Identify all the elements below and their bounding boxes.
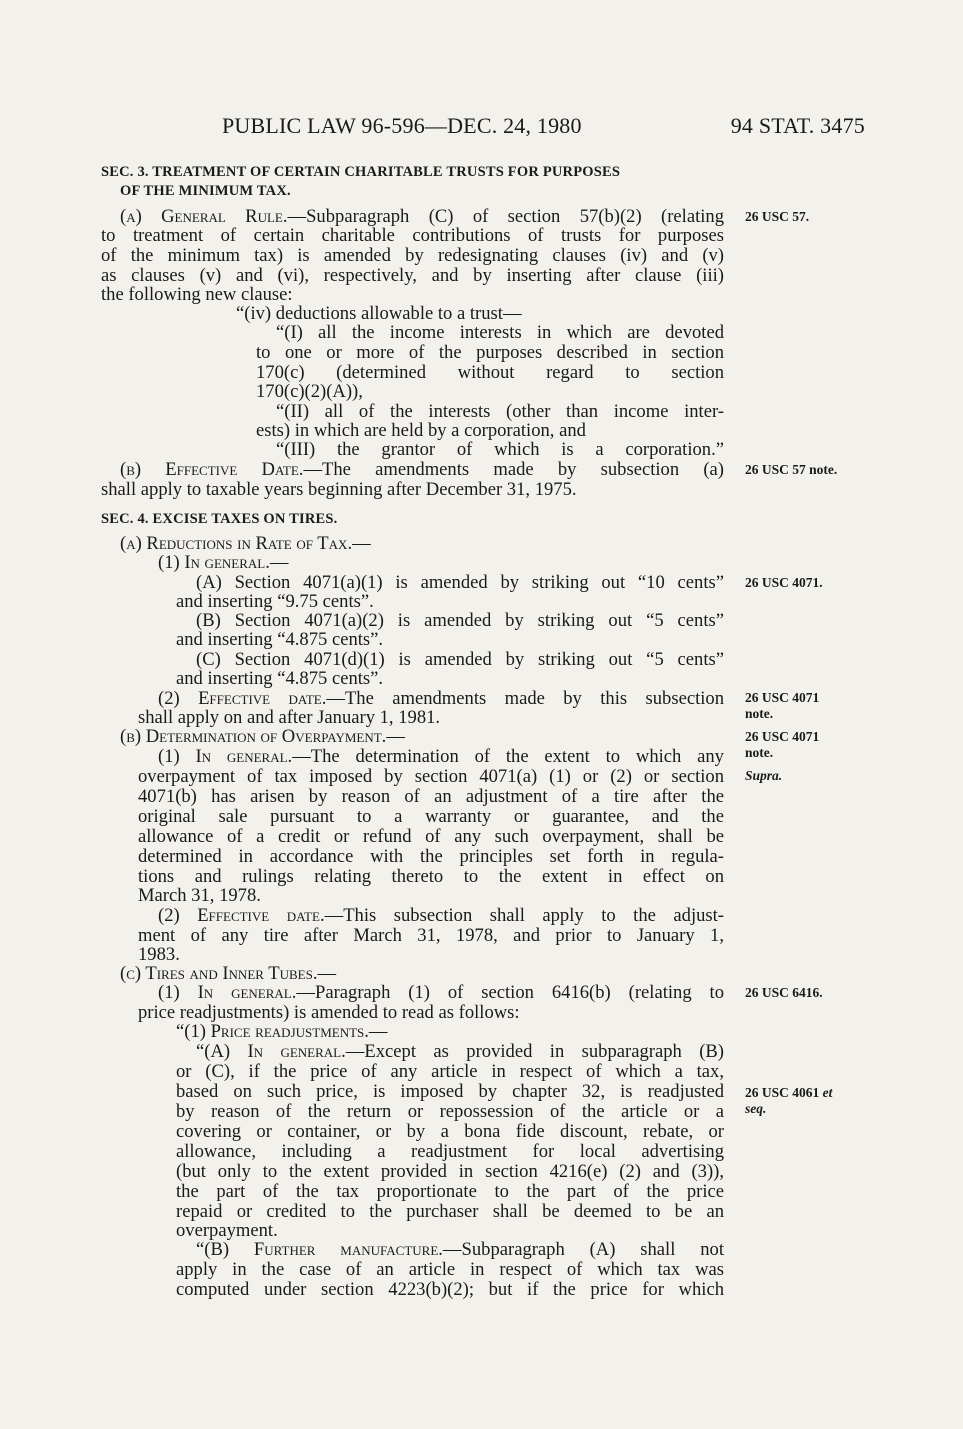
sec4-b-heading [120,727,405,747]
sec4-B-line1: (B) Section 4071(a)(2) is amended by striking out “5 cents” [196,610,724,631]
sec4-b-dash: — [386,726,405,747]
margin-note-text: 26 USC 4061 [745,1085,823,1100]
sec4-a2-text: —The amendments made by this subsection [326,688,724,709]
sec4-a-dash: — [352,533,371,554]
sec4-c1-label: (1) In general. [158,982,297,1003]
sub-B-line2: apply in the case of an article in respect of which tax was [176,1259,724,1280]
sec4-c1-line2: price readjustments) is amended to read as follows: [138,1002,520,1023]
sub-A-line2: or (C), if the price of any article in respect of which a tax, [176,1061,724,1082]
sub-A-line6: allowance, including a readjustment for local advertising [176,1141,724,1162]
margin-note: 26 USC 4071 [745,690,820,705]
running-header-left: PUBLIC LAW 96-596—DEC. 24, 1980 [222,113,582,138]
sec4-b1-line8: March 31, 1978. [138,885,261,906]
sec4-a1-label: (1) In general. [158,552,270,573]
sec4-c1-text: —Paragraph (1) of section 6416(b) (relating to [296,982,724,1003]
sec3-b-line2: shall apply to taxable years beginning after December 31, 1975. [101,479,577,500]
sec4-b1-line4: original sale pursuant to a warranty or guarantee, and the [138,806,724,827]
sec4-a2-line1 [158,689,724,709]
sec4-c-label: (c) Tires and Inner Tubes. [120,963,318,984]
sec3-b-label: (b) Effective Date. [120,459,304,480]
price-readjustments-label: “(1) Price readjustments. [176,1021,369,1042]
margin-note: note. [745,745,774,760]
margin-note [745,1085,832,1101]
sec4-b2-line2: ment of any tire after March 31, 1978, and prior to January 1, [138,925,724,946]
sec4-B-line2: and inserting “4.875 cents”. [176,629,384,650]
subclause-I-line4: 170(c)(2)(A)), [256,381,363,402]
sec4-C-line1: (C) Section 4071(d)(1) is amended by striking out “5 cents” [196,649,724,670]
sec3-a-line3: of the minimum tax) is amended by redesignating clauses (iv) and (v) [101,245,724,266]
sub-B-line3: computed under section 4223(b)(2); but if the price for which [176,1279,724,1300]
price-readjustments-dash: — [368,1021,388,1042]
sec4-b2-line3: 1983. [138,944,180,965]
section-3-heading: SEC. 3. TREATMENT OF CERTAIN CHARITABLE TRUSTS FOR PURPOSES [101,164,621,180]
margin-note: 26 USC 57. [745,209,810,224]
sub-A-line3: based on such price, is imposed by chapter 32, is readjusted [176,1081,724,1102]
sec3-a-text: —Subparagraph (C) of section 57(b)(2) (relating [287,206,724,227]
sec4-b1-line2: overpayment of tax imposed by section 4071(a) (1) or (2) or section [138,766,724,787]
sec4-a2-label: (2) Effective date. [158,688,327,709]
sec4-b1-line6: determined in accordance with the principles set forth in regula- [138,846,724,867]
running-header-right: 94 STAT. 3475 [730,113,865,138]
section-3-heading-cont: OF THE MINIMUM TAX. [120,183,291,199]
sec3-b-text: —The amendments made by subsection (a) [303,459,724,480]
section-4-heading: SEC. 4. EXCISE TAXES ON TIRES. [101,511,338,527]
sub-A-line1 [196,1042,724,1062]
sub-B-label: “(B) Further manufacture. [196,1239,443,1260]
sec3-b-line1 [120,460,724,480]
sec4-a1-heading [158,553,288,573]
sub-A-text: —Except as provided in subparagraph (B) [345,1041,724,1062]
sec4-b1-text: —The determination of the extent to which any [292,746,724,767]
sec3-a-line5: the following new clause: [101,284,293,305]
sec4-c1-line1 [158,983,724,1003]
subclause-II-line2: ests) in which are held by a corporation, and [256,420,586,441]
subclause-III: “(III) the grantor of which is a corporation.” [276,439,724,460]
sec4-b2-label: (2) Effective date. [158,905,325,926]
sub-A-line10: overpayment. [176,1220,278,1241]
sec4-A-line1: (A) Section 4071(a)(1) is amended by striking out “10 cents” [196,572,724,593]
subclause-I-line1: “(I) all the income interests in which are devoted [276,322,724,343]
sec4-b1-line3: 4071(b) has arisen by reason of an adjustment of a tire after the [138,786,724,807]
sec4-A-line2: and inserting “9.75 cents”. [176,591,374,612]
margin-note: 26 USC 4071. [745,575,823,590]
margin-note-italic: et [822,1085,833,1100]
sec3-a-line2: to treatment of certain charitable contributions of trusts for purposes [101,225,724,246]
clause-iv: “(iv) deductions allowable to a trust— [236,303,522,324]
sub-A-line8: the part of the tax proportionate to the part of the price [176,1181,724,1202]
sec4-c-heading [120,964,336,984]
sec4-a-label: (a) Reductions in Rate of Tax. [120,533,353,554]
sec4-a1-dash: — [269,552,289,573]
sec4-b2-text: —This subsection shall apply to the adjust- [324,905,724,926]
sub-B-text: —Subparagraph (A) shall not [442,1239,724,1260]
subclause-II-line1: “(II) all of the interests (other than income inter- [276,401,724,422]
margin-note [745,768,782,784]
sec4-a2-line2: shall apply on and after January 1, 1981. [138,707,441,728]
margin-note-italic: Supra. [745,768,783,783]
sec4-C-line2: and inserting “4.875 cents”. [176,668,384,689]
subclause-I-line2: to one or more of the purposes described in section [256,342,724,363]
sec4-b1-label: (1) In general. [158,746,293,767]
sec4-b2-line1 [158,906,724,926]
price-readjustments-heading [176,1022,388,1042]
sub-A-line7: (but only to the extent provided in section 4216(e) (2) and (3)), [176,1161,724,1182]
subclause-I-line3: 170(c) (determined without regard to section [256,362,724,383]
margin-note: 26 USC 57 note. [745,462,838,477]
margin-note-italic: seq. [745,1101,767,1116]
sec4-b1-line5: allowance of a credit or refund of any such overpayment, shall be [138,826,724,847]
sub-A-label: “(A) In general. [196,1041,346,1062]
margin-note: note. [745,706,774,721]
sub-A-line5: covering or container, or by a bona fide discount, rebate, or [176,1121,724,1142]
sub-B-line1 [196,1240,724,1260]
sub-A-line4: by reason of the return or repossession of the article or a [176,1101,724,1122]
sec4-b-label: (b) Determination of Overpayment. [120,726,387,747]
margin-note: 26 USC 4071 [745,729,820,744]
sec4-a-heading [120,534,371,554]
margin-note [745,1101,766,1117]
margin-note: 26 USC 6416. [745,985,823,1000]
sec4-b1-line1 [158,747,724,767]
sec3-a-label: (a) General Rule. [120,206,288,227]
sec3-a-line4: as clauses (v) and (vi), respectively, and by inserting after clause (iii) [101,265,724,286]
sec3-a-line1 [120,207,724,227]
sec4-b1-line7: tions and rulings relating thereto to the extent in effect on [138,866,724,887]
sub-A-line9: repaid or credited to the purchaser shall be deemed to be an [176,1201,724,1222]
sec4-c-dash: — [317,963,337,984]
